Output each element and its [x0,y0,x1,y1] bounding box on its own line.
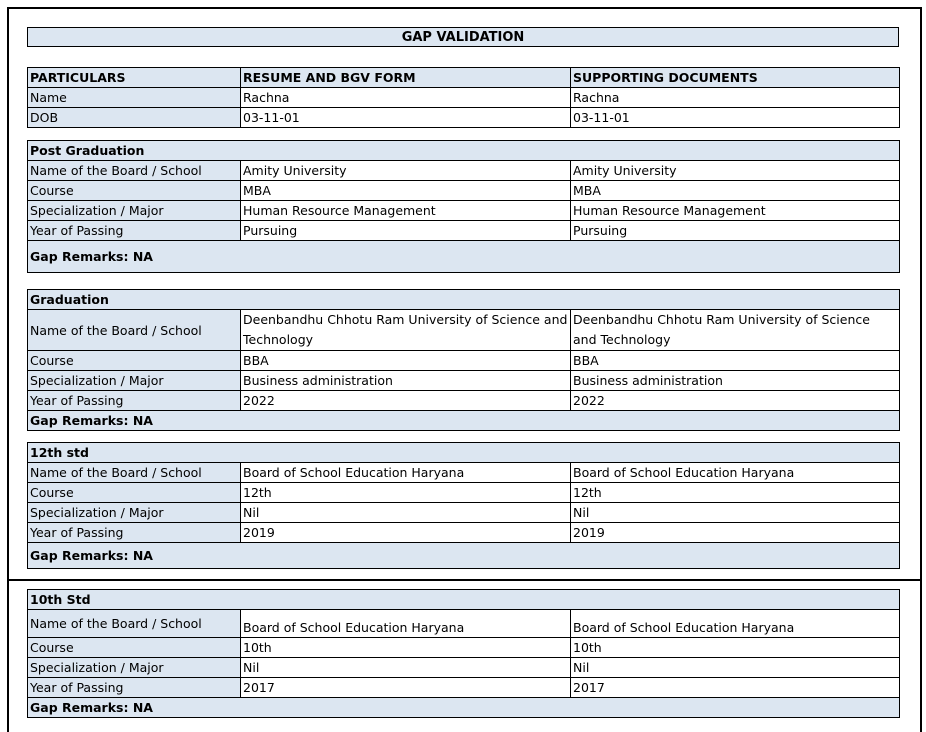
row-label: Name of the Board / School [28,161,241,181]
section-title: 10th Std [28,590,900,610]
docs-value: Business administration [571,371,900,391]
row-label: Year of Passing [28,523,241,543]
row-label: Specialization / Major [28,503,241,523]
docs-value: Pursuing [571,221,900,241]
resume-value: Board of School Education Haryana [241,610,571,638]
docs-value: 2022 [571,391,900,411]
row-label: Name of the Board / School [28,610,241,638]
page-title: GAP VALIDATION [27,27,899,47]
resume-value: 2022 [241,391,571,411]
docs-value: Nil [571,658,900,678]
table-row [28,610,900,638]
docs-value: Rachna [571,88,900,108]
row-label: Specialization / Major [28,658,241,678]
header-particulars: PARTICULARS [28,68,241,88]
resume-value: 2017 [241,678,571,698]
resume-value: Human Resource Management [241,201,571,221]
docs-value: Board of School Education Haryana [571,610,900,638]
row-label: Specialization / Major [28,201,241,221]
header-resume: RESUME AND BGV FORM [241,68,571,88]
resume-value: Board of School Education Haryana [241,463,571,483]
row-label: Course [28,638,241,658]
header-row [28,68,900,88]
docs-value: 03-11-01 [571,108,900,128]
personal-table [27,67,900,128]
table-row [28,658,900,678]
resume-value: Rachna [241,88,571,108]
row-label: DOB [28,108,241,128]
resume-value: Amity University [241,161,571,181]
table-row [28,351,900,371]
row-label: Course [28,483,241,503]
row-label: Year of Passing [28,221,241,241]
row-label: Name of the Board / School [28,463,241,483]
docs-value: 2019 [571,523,900,543]
resume-value: Deenbandhu Chhotu Ram University of Science and Technology [241,310,571,351]
table-row [28,503,900,523]
docs-value: MBA [571,181,900,201]
row-label: Specialization / Major [28,371,241,391]
table-row [28,391,900,411]
row-label: Name [28,88,241,108]
table-row [28,201,900,221]
section-graduation [27,289,900,431]
gap-remarks: Gap Remarks: NA [28,698,900,718]
resume-value: Business administration [241,371,571,391]
resume-value: 10th [241,638,571,658]
row-label: Course [28,181,241,201]
row-label: Course [28,351,241,371]
table-row [28,161,900,181]
resume-value: MBA [241,181,571,201]
gap-remarks: Gap Remarks: NA [28,411,900,431]
docs-value: 2017 [571,678,900,698]
section-title: Graduation [28,290,900,310]
resume-value: 03-11-01 [241,108,571,128]
table-row [28,678,900,698]
resume-value: Nil [241,658,571,678]
docs-value: BBA [571,351,900,371]
resume-value: BBA [241,351,571,371]
docs-value: 12th [571,483,900,503]
table-row [28,221,900,241]
resume-value: 2019 [241,523,571,543]
docs-value: Nil [571,503,900,523]
table-row [28,88,900,108]
row-label: Name of the Board / School [28,310,241,351]
table-row [28,638,900,658]
section-title: Post Graduation [28,141,900,161]
table-row [28,181,900,201]
section-10th-std [27,589,900,718]
row-label: Year of Passing [28,678,241,698]
gap-remarks: Gap Remarks: NA [28,543,900,569]
resume-value: Pursuing [241,221,571,241]
section-12th-std [27,442,900,569]
resume-value: Nil [241,503,571,523]
gap-remarks: Gap Remarks: NA [28,241,900,273]
table-row [28,310,900,351]
resume-value: 12th [241,483,571,503]
row-label: Year of Passing [28,391,241,411]
docs-value: Human Resource Management [571,201,900,221]
docs-value: Amity University [571,161,900,181]
table-row [28,523,900,543]
table-row [28,483,900,503]
header-documents: SUPPORTING DOCUMENTS [571,68,900,88]
section-post-graduation [27,140,900,273]
docs-value: Board of School Education Haryana [571,463,900,483]
section-title: 12th std [28,443,900,463]
table-row [28,108,900,128]
docs-value: Deenbandhu Chhotu Ram University of Science and Technology [571,310,900,351]
table-row [28,463,900,483]
table-row [28,371,900,391]
docs-value: 10th [571,638,900,658]
